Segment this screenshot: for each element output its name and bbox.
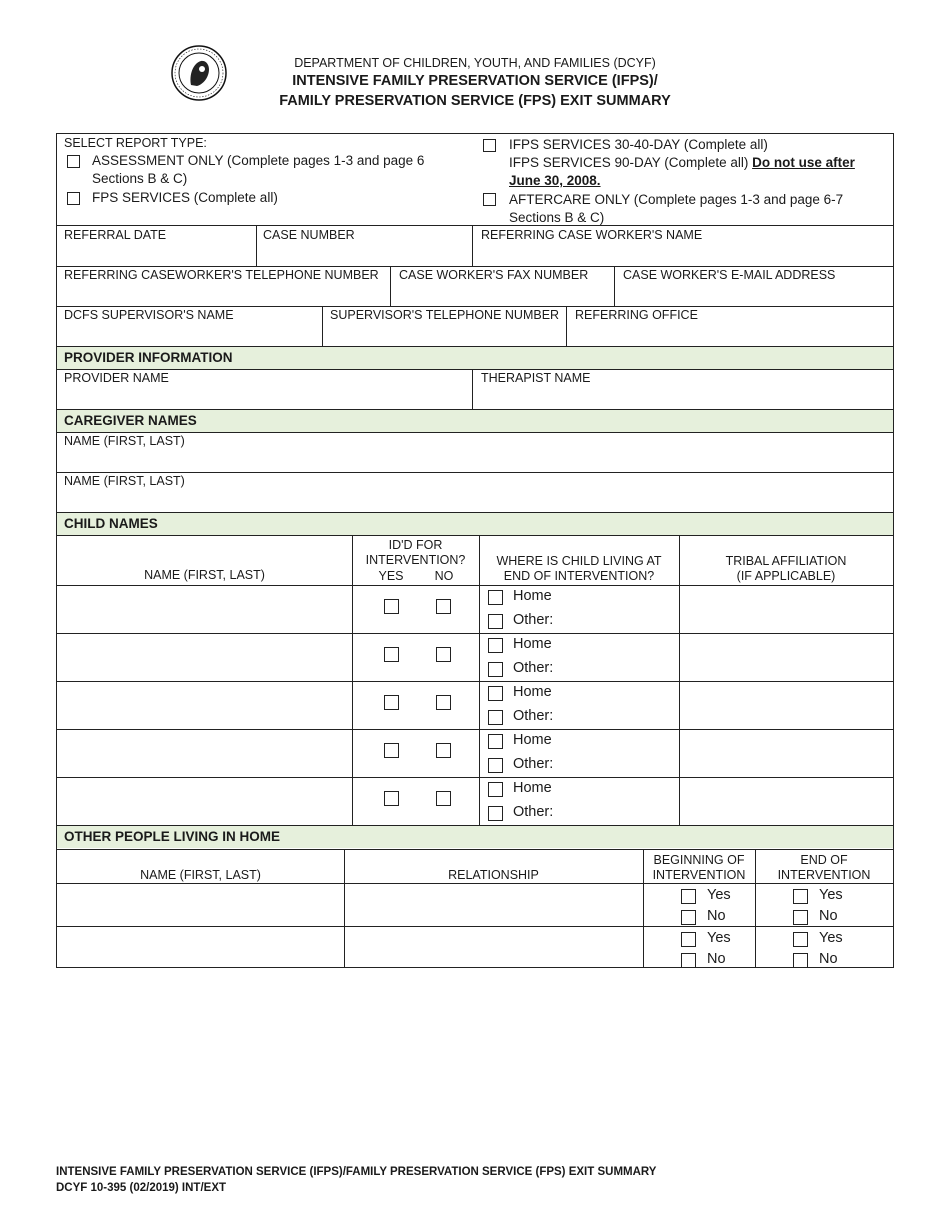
assessment-only-label: ASSESSMENT ONLY (Complete pages 1-3 and page 6 Sections B & C) xyxy=(92,153,425,186)
child-5-idd-yes-checkbox[interactable] xyxy=(384,791,399,806)
child-5-other-label: Other: xyxy=(513,804,554,820)
exit-summary-form xyxy=(56,133,894,968)
therapist-name-field[interactable]: THERAPIST NAME xyxy=(481,371,591,385)
child-1-idd-yes-checkbox[interactable] xyxy=(384,599,399,614)
child-2-home-checkbox[interactable] xyxy=(488,638,503,653)
other-1-begin-yes-label: Yes xyxy=(707,887,731,903)
other-1-begin-yes-checkbox[interactable] xyxy=(681,889,696,904)
form-title-line1: INTENSIVE FAMILY PRESERVATION SERVICE (IFPS)/ xyxy=(292,73,658,89)
child-4-idd-yes-checkbox[interactable] xyxy=(384,743,399,758)
child-name-column-header: NAME (FIRST, LAST) xyxy=(144,568,265,582)
footer-form-number: DCYF 10-395 (02/2019) INT/EXT xyxy=(56,1182,227,1194)
end-of-intervention-header: END OF INTERVENTION xyxy=(777,853,871,882)
fps-services-checkbox[interactable] xyxy=(67,192,80,205)
other-2-end-no-label: No xyxy=(819,951,838,967)
other-2-begin-yes-label: Yes xyxy=(707,930,731,946)
other-1-begin-no-checkbox[interactable] xyxy=(681,910,696,925)
caregiver-name-field-2[interactable]: NAME (FIRST, LAST) xyxy=(64,474,185,488)
other-1-end-yes-checkbox[interactable] xyxy=(793,889,808,904)
child-3-home-checkbox[interactable] xyxy=(488,686,503,701)
other-people-section-title: OTHER PEOPLE LIVING IN HOME xyxy=(57,826,893,848)
department-name: DEPARTMENT OF CHILDREN, YOUTH, AND FAMILIES (DCYF) xyxy=(294,56,656,70)
child-4-other-label: Other: xyxy=(513,756,554,772)
relationship-column-header: RELATIONSHIP xyxy=(448,868,539,882)
child-4-home-checkbox[interactable] xyxy=(488,734,503,749)
ifps-90-day-warning-date: June 30, 2008. xyxy=(509,173,601,188)
tribal-affiliation-header: TRIBAL AFFILIATION (IF APPLICABLE) xyxy=(725,554,847,583)
child-1-other-checkbox[interactable] xyxy=(488,614,503,629)
child-4-idd-no-checkbox[interactable] xyxy=(436,743,451,758)
assessment-only-checkbox[interactable] xyxy=(67,155,80,168)
idd-yes-header: YES xyxy=(378,569,404,583)
other-1-end-no-checkbox[interactable] xyxy=(793,910,808,925)
provider-section-title: PROVIDER INFORMATION xyxy=(57,347,893,369)
child-1-home-label: Home xyxy=(513,588,552,604)
aftercare-only-label: AFTERCARE ONLY (Complete pages 1-3 and page 6-7 Sections B & C) xyxy=(509,192,844,225)
child-1-home-checkbox[interactable] xyxy=(488,590,503,605)
other-2-end-yes-label: Yes xyxy=(819,930,843,946)
child-1-idd-no-checkbox[interactable] xyxy=(436,599,451,614)
other-2-begin-yes-checkbox[interactable] xyxy=(681,932,696,947)
other-2-begin-no-label: No xyxy=(707,951,726,967)
ifps-30-40-day-checkbox[interactable] xyxy=(483,139,496,152)
referring-case-worker-name-field[interactable]: REFERRING CASE WORKER'S NAME xyxy=(481,228,703,242)
aftercare-only-checkbox[interactable] xyxy=(483,193,496,206)
other-1-begin-no-label: No xyxy=(707,908,726,924)
idd-no-header: NO xyxy=(434,569,454,583)
other-2-begin-no-checkbox[interactable] xyxy=(681,953,696,968)
ifps-30-40-day-label: IFPS SERVICES 30-40-DAY (Complete all) xyxy=(509,137,768,152)
child-section-title: CHILD NAMES xyxy=(57,513,893,535)
child-2-idd-no-checkbox[interactable] xyxy=(436,647,451,662)
caseworker-email-field[interactable]: CASE WORKER'S E-MAIL ADDRESS xyxy=(623,268,836,282)
other-2-end-yes-checkbox[interactable] xyxy=(793,932,808,947)
caseworker-phone-field[interactable]: REFERRING CASEWORKER'S TELEPHONE NUMBER xyxy=(64,268,379,282)
other-1-end-yes-label: Yes xyxy=(819,887,843,903)
child-3-other-label: Other: xyxy=(513,708,554,724)
footer-form-title: INTENSIVE FAMILY PRESERVATION SERVICE (IFPS)/FAMILY PRESERVATION SERVICE (FPS) EXIT SUMMARY xyxy=(56,1166,657,1178)
child-2-other-checkbox[interactable] xyxy=(488,662,503,677)
other-1-end-no-label: No xyxy=(819,908,838,924)
referral-date-field[interactable]: REFERRAL DATE xyxy=(64,228,167,242)
provider-name-field[interactable]: PROVIDER NAME xyxy=(64,371,169,385)
case-number-field[interactable]: CASE NUMBER xyxy=(263,228,355,242)
child-5-idd-no-checkbox[interactable] xyxy=(436,791,451,806)
supervisor-name-field[interactable]: DCFS SUPERVISOR'S NAME xyxy=(64,308,234,322)
report-type-label: SELECT REPORT TYPE: xyxy=(64,136,207,150)
child-5-home-checkbox[interactable] xyxy=(488,782,503,797)
idd-for-intervention-header: ID'D FOR INTERVENTION? xyxy=(365,538,466,567)
fps-services-label: FPS SERVICES (Complete all) xyxy=(92,190,278,205)
child-living-header: WHERE IS CHILD LIVING AT END OF INTERVENTION? xyxy=(496,554,662,583)
child-3-other-checkbox[interactable] xyxy=(488,710,503,725)
child-2-other-label: Other: xyxy=(513,660,554,676)
ifps-90-day-label: IFPS SERVICES 90-DAY (Complete all) Do not use after June 30, 2008. xyxy=(509,155,855,188)
caregiver-section-title: CAREGIVER NAMES xyxy=(57,410,893,432)
child-2-idd-yes-checkbox[interactable] xyxy=(384,647,399,662)
beginning-of-intervention-header: BEGINNING OF INTERVENTION xyxy=(652,853,746,882)
form-title-line2: FAMILY PRESERVATION SERVICE (FPS) EXIT SUMMARY xyxy=(279,93,671,109)
child-5-other-checkbox[interactable] xyxy=(488,806,503,821)
child-2-home-label: Home xyxy=(513,636,552,652)
caseworker-fax-field[interactable]: CASE WORKER'S FAX NUMBER xyxy=(399,268,589,282)
child-3-home-label: Home xyxy=(513,684,552,700)
child-1-other-label: Other: xyxy=(513,612,554,628)
child-5-home-label: Home xyxy=(513,780,552,796)
other-name-column-header: NAME (FIRST, LAST) xyxy=(140,868,261,882)
child-4-other-checkbox[interactable] xyxy=(488,758,503,773)
child-4-home-label: Home xyxy=(513,732,552,748)
referring-office-field[interactable]: REFERRING OFFICE xyxy=(575,308,698,322)
child-3-idd-no-checkbox[interactable] xyxy=(436,695,451,710)
supervisor-phone-field[interactable]: SUPERVISOR'S TELEPHONE NUMBER xyxy=(330,308,560,322)
other-2-end-no-checkbox[interactable] xyxy=(793,953,808,968)
caregiver-name-field-1[interactable]: NAME (FIRST, LAST) xyxy=(64,434,185,448)
ifps-90-day-warning: Do not use after xyxy=(752,155,855,170)
child-3-idd-yes-checkbox[interactable] xyxy=(384,695,399,710)
